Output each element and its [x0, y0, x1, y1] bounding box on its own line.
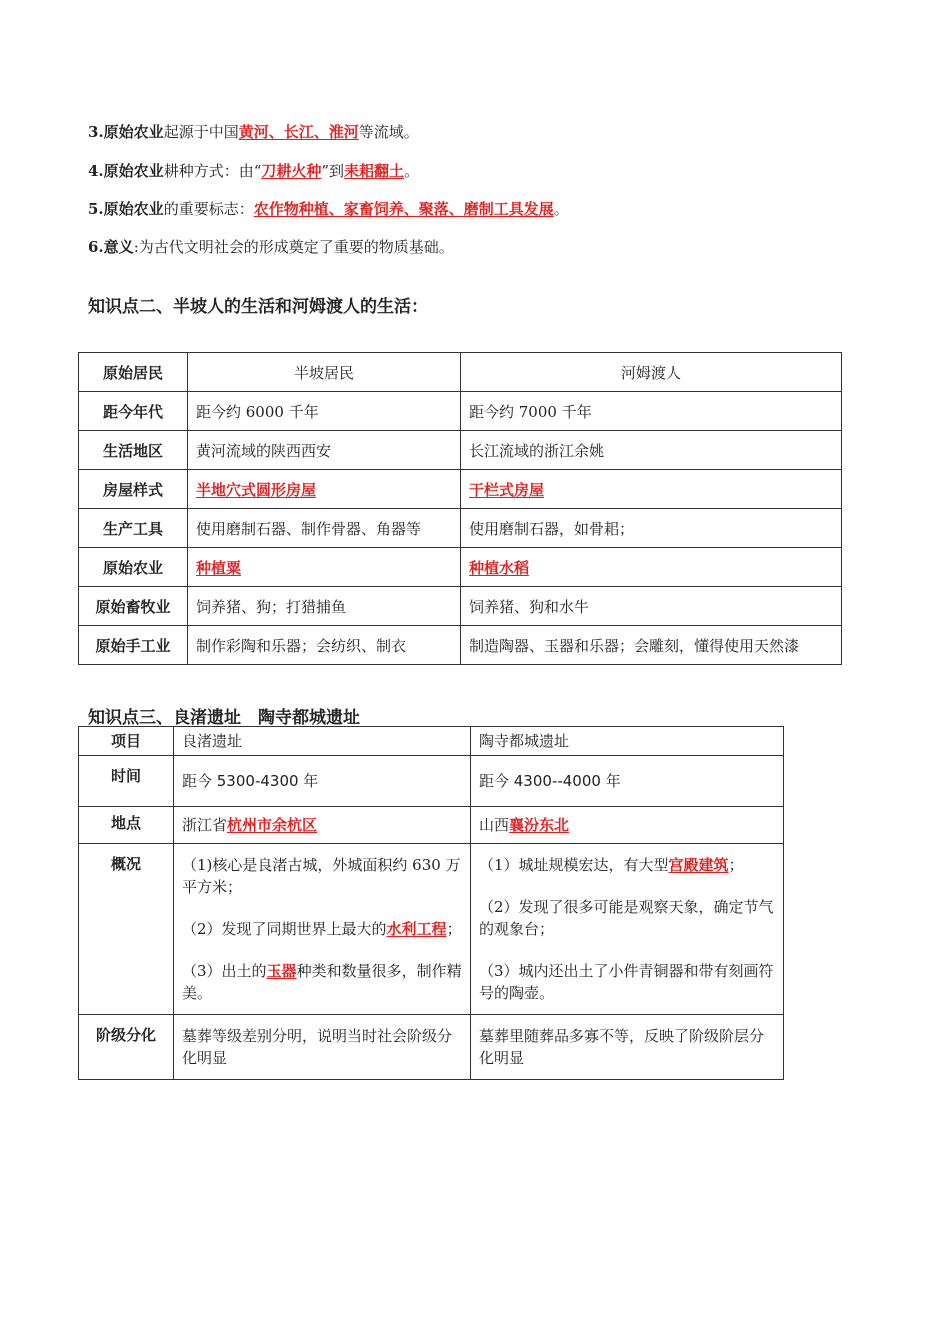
table-row: [79, 626, 842, 665]
section-heading-3: 知识点三、良渚遗址 陶寺都城遗址: [88, 708, 360, 728]
banpo-hemudu-table: [78, 352, 842, 665]
row-label: 原始农业: [79, 548, 188, 587]
table-header-cell: 项目: [79, 727, 174, 756]
table-cell: （1)核心是良渚古城，外城面积约 630 万平方米； （2）发现了同期世界上最大的水利工程； （3）出土的玉器种类和数量很多，制作精美。: [174, 844, 471, 1015]
table-header-cell: 河姆渡人: [461, 353, 842, 392]
row-label: 概况: [79, 844, 174, 1015]
table-row: [79, 431, 842, 470]
highlight-text: 干栏式房屋: [469, 480, 545, 499]
table-row: [79, 353, 842, 392]
table-cell: 制作彩陶和乐器；会纺织、制衣: [188, 626, 461, 665]
table-cell: 使用磨制石器，如骨耜；: [461, 509, 842, 548]
table-cell: 距今 4300--4000 年: [471, 756, 784, 807]
row-label: 地点: [79, 807, 174, 844]
table-cell: [188, 548, 461, 587]
intro-line-6: 6.意义:为古代文明社会的形成奠定了重要的物质基础。: [88, 238, 454, 256]
table-cell: [461, 470, 842, 509]
table-row: [79, 1015, 784, 1080]
table-cell: 浙江省杭州市余杭区: [174, 807, 471, 844]
row-label: 原始手工业: [79, 626, 188, 665]
intro-line-3: 3.原始农业起源于中国黄河、长江、淮河等流域。: [88, 123, 419, 141]
table-cell: （1）城址规模宏达，有大型宫殿建筑； （2）发现了很多可能是观察天象，确定节气的观象台； （3）城内还出土了小件青铜器和带有刻画符号的陶壶。: [471, 844, 784, 1015]
table-row: [79, 807, 784, 844]
table-row: [79, 509, 842, 548]
table-row: [79, 844, 784, 1015]
intro-line-4: 4.原始农业耕种方式：由“刀耕火种”到耒耜翻土。: [88, 162, 420, 180]
table-cell: 墓葬里随葬品多寡不等，反映了阶级阶层分化明显: [471, 1015, 784, 1080]
table-header-cell: 半坡居民: [188, 353, 461, 392]
table-row: [79, 727, 784, 756]
table-cell: 墓葬等级差别分明，说明当时社会阶级分化明显: [174, 1015, 471, 1080]
highlight-text: 玉器: [266, 962, 297, 980]
highlight-text: 种植粟: [196, 558, 242, 577]
row-label: 时间: [79, 756, 174, 807]
table-cell: 黄河流域的陕西西安: [188, 431, 461, 470]
table-cell: [461, 548, 842, 587]
table-row: [79, 587, 842, 626]
table-cell: 长江流域的浙江余姚: [461, 431, 842, 470]
table-cell: [188, 470, 461, 509]
row-label: 距今年代: [79, 392, 188, 431]
highlight-text: 宫殿建筑: [668, 856, 729, 874]
table-cell: 距今约 7000 千年: [461, 392, 842, 431]
highlight-text: 杭州市余杭区: [227, 815, 318, 834]
table-cell: 距今 5300-4300 年: [174, 756, 471, 807]
table-cell: 饲养猪、狗和水牛: [461, 587, 842, 626]
table-row: [79, 470, 842, 509]
highlight-text: 半地穴式圆形房屋: [196, 480, 317, 499]
table-header-cell: 陶寺都城遗址: [471, 727, 784, 756]
row-label: 生产工具: [79, 509, 188, 548]
table-header-cell: 良渚遗址: [174, 727, 471, 756]
highlight-text: 种植水稻: [469, 558, 530, 577]
table-row: [79, 756, 784, 807]
table-cell: 距今约 6000 千年: [188, 392, 461, 431]
liangzhu-taosi-table: [78, 726, 784, 1080]
table-header-cell: 原始居民: [79, 353, 188, 392]
row-label: 房屋样式: [79, 470, 188, 509]
table-cell: 山西襄汾东北: [471, 807, 784, 844]
section-heading-2: 知识点二、半坡人的生活和河姆渡人的生活：: [88, 297, 428, 317]
table-row: [79, 392, 842, 431]
row-label: 生活地区: [79, 431, 188, 470]
highlight-text: 襄汾东北: [509, 815, 570, 834]
table-cell: 饲养猪、狗；打猎捕鱼: [188, 587, 461, 626]
table-cell: 制造陶器、玉器和乐器；会雕刻，懂得使用天然漆: [461, 626, 842, 665]
table-cell: 使用磨制石器、制作骨器、角器等: [188, 509, 461, 548]
highlight-text: 水利工程: [386, 920, 447, 938]
intro-line-5: 5.原始农业的重要标志：农作物种植、家畜饲养、聚落、磨制工具发展。: [88, 200, 569, 218]
row-label: 阶级分化: [79, 1015, 174, 1080]
row-label: 原始畜牧业: [79, 587, 188, 626]
table-row: [79, 548, 842, 587]
